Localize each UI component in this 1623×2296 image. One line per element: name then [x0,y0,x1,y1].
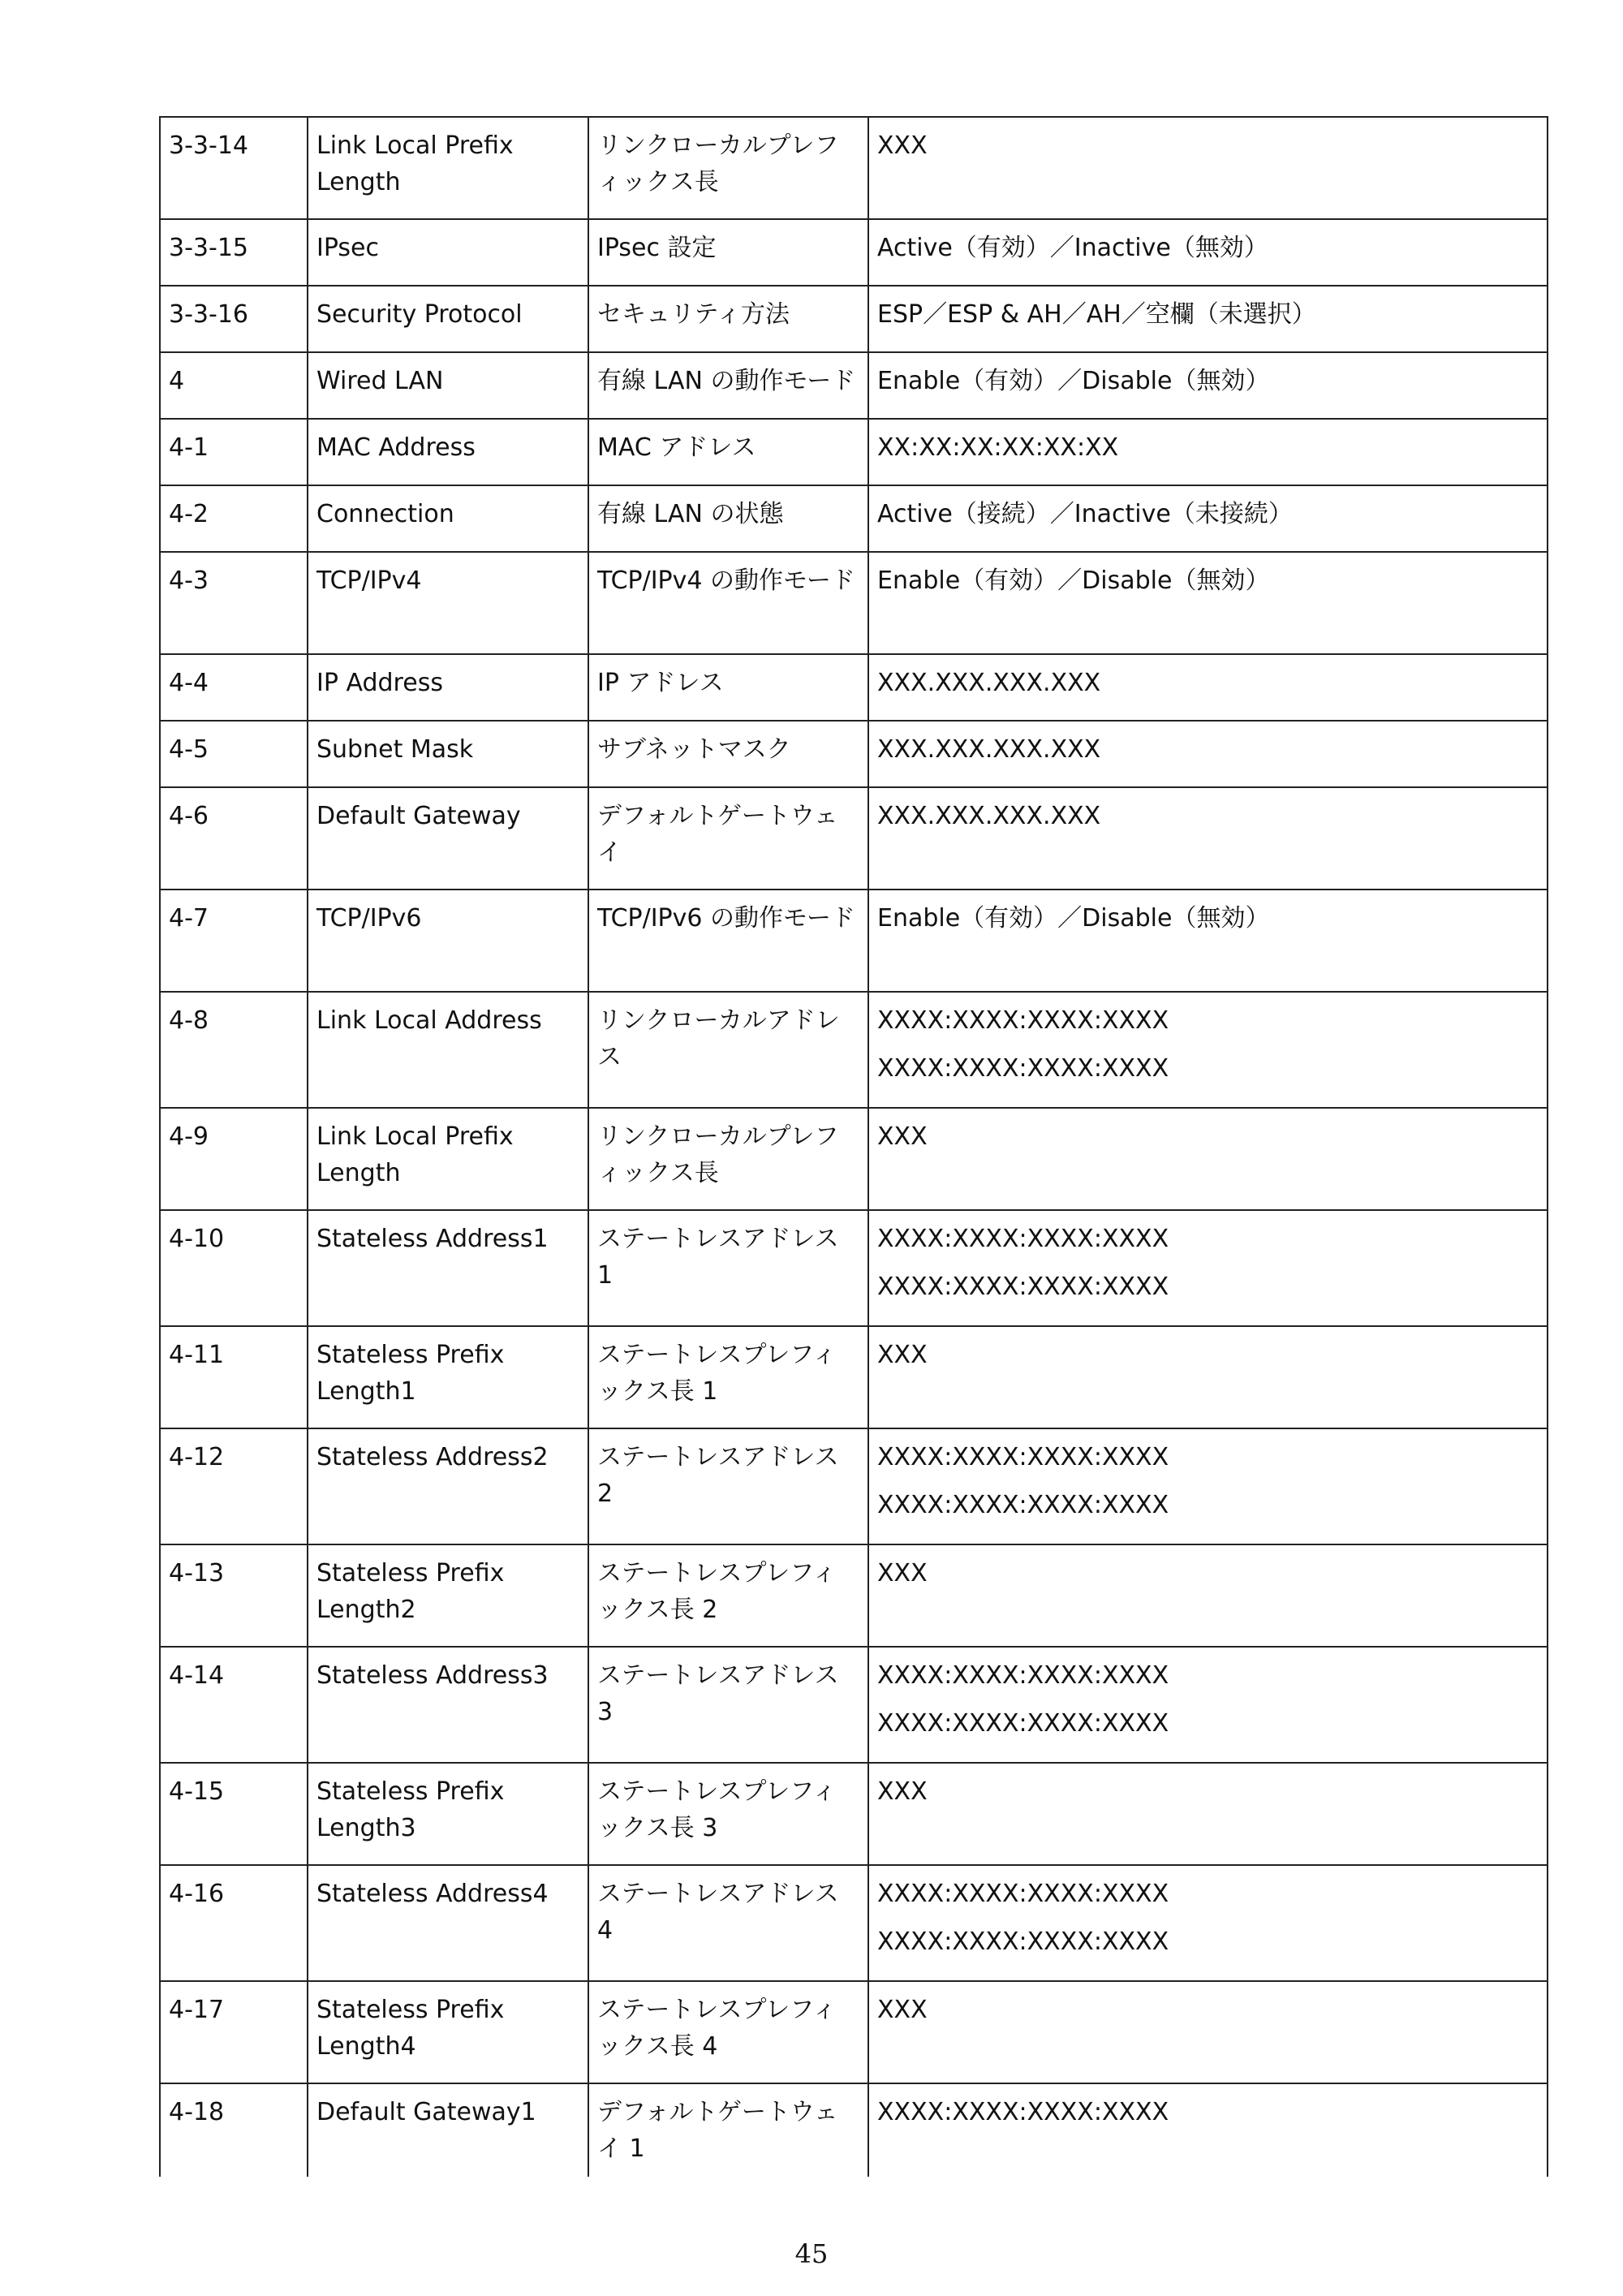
item-value-cell [868,286,1548,352]
item-value-cell [868,1981,1548,2083]
table-row [160,1865,1548,1981]
item-value: XXXX:XXXX:XXXX:XXXX [877,1661,1169,1690]
item-value: Enable（有効）／Disable（無効） [877,566,1270,595]
item-value: XXXX:XXXX:XXXX:XXXX [877,1006,1169,1035]
item-value: XXXX:XXXX:XXXX:XXXX [877,2098,1169,2126]
item-name-ja-cell: セキュリティ方法 [588,286,868,352]
item-number-cell: 4-8 [160,992,308,1108]
item-value: XXXX:XXXX:XXXX:XXXX [877,1225,1169,1253]
item-name-ja-cell: IP アドレス [588,654,868,721]
item-name-ja-cell: リンクローカルプレフィックス長 [588,1108,868,1210]
item-name-en-cell: MAC Address [308,419,588,485]
item-value: XXX [877,1122,928,1151]
item-value-cell [868,552,1548,654]
table-row [160,787,1548,890]
table-row [160,2083,1548,2177]
item-number-cell: 4-4 [160,654,308,721]
table-row [160,1210,1548,1326]
item-number-cell: 4-9 [160,1108,308,1210]
item-number-cell: 4 [160,352,308,419]
item-value: XXX [877,131,928,160]
table-row [160,1981,1548,2083]
item-number-cell: 4-18 [160,2083,308,2177]
item-value-cell [868,1647,1548,1763]
item-name-en-cell: IP Address [308,654,588,721]
table-row [160,1544,1548,1647]
item-name-en-cell: Default Gateway1 [308,2083,588,2177]
item-name-ja-cell: リンクローカルプレフィックス長 [588,117,868,219]
item-value: Enable（有効）／Disable（無効） [877,367,1270,395]
item-value-cell [868,352,1548,419]
item-value-cell [868,787,1548,890]
item-name-en-cell: Stateless Prefix Length2 [308,1544,588,1647]
item-number-cell: 4-16 [160,1865,308,1981]
table-row [160,654,1548,721]
item-value-cell [868,219,1548,286]
item-value-cell [868,1108,1548,1210]
item-value-cell [868,1326,1548,1428]
item-name-en-cell: Stateless Prefix Length1 [308,1326,588,1428]
table-row [160,992,1548,1108]
item-name-en-cell: Subnet Mask [308,721,588,787]
item-name-ja-cell: ステートレスアドレス 2 [588,1428,868,1544]
item-name-ja-cell: デフォルトゲートウェイ 1 [588,2083,868,2177]
item-name-ja-cell: デフォルトゲートウェイ [588,787,868,890]
item-name-en-cell: Connection [308,485,588,552]
item-value: XXX [877,1341,928,1369]
item-value: XXX [877,1996,928,2024]
item-number-cell: 4-15 [160,1763,308,1865]
settings-table [159,116,1548,2177]
item-value: ESP／ESP & AH／AH／空欄（未選択） [877,300,1316,329]
table-row [160,117,1548,219]
item-value-cell [868,1544,1548,1647]
item-value: XX:XX:XX:XX:XX:XX [877,433,1119,462]
item-name-en-cell: Stateless Prefix Length4 [308,1981,588,2083]
item-name-en-cell: Stateless Address3 [308,1647,588,1763]
item-number-cell: 4-7 [160,890,308,992]
item-number-cell: 4-12 [160,1428,308,1544]
item-number-cell: 4-17 [160,1981,308,2083]
item-name-en-cell: IPsec [308,219,588,286]
item-name-ja-cell: ステートレスプレフィックス長 1 [588,1326,868,1428]
item-value-cell [868,117,1548,219]
item-name-en-cell: Stateless Address2 [308,1428,588,1544]
item-value: XXXX:XXXX:XXXX:XXXX [877,1880,1169,1908]
item-number-cell: 3-3-14 [160,117,308,219]
item-name-ja-cell: リンクローカルアドレス [588,992,868,1108]
item-name-ja-cell: ステートレスプレフィックス長 3 [588,1763,868,1865]
item-value: XXX [877,1777,928,1806]
item-value: XXXX:XXXX:XXXX:XXXX [877,1054,1169,1083]
item-value: XXX.XXX.XXX.XXX [877,802,1101,830]
item-number-cell: 4-13 [160,1544,308,1647]
item-value: XXX.XXX.XXX.XXX [877,669,1101,697]
table-row [160,286,1548,352]
item-name-ja-cell: TCP/IPv6 の動作モード [588,890,868,992]
item-number-cell: 3-3-16 [160,286,308,352]
item-number-cell: 4-6 [160,787,308,890]
item-number-cell: 4-3 [160,552,308,654]
item-name-ja-cell: サブネットマスク [588,721,868,787]
item-value-cell [868,485,1548,552]
item-value: Active（接続）／Inactive（未接続） [877,500,1293,528]
item-value: XXX [877,1559,928,1587]
item-value: XXXX:XXXX:XXXX:XXXX [877,1273,1169,1301]
item-name-en-cell: Link Local Prefix Length [308,1108,588,1210]
item-value-cell [868,1763,1548,1865]
item-number-cell: 4-5 [160,721,308,787]
item-name-ja-cell: ステートレスアドレス 1 [588,1210,868,1326]
item-value-cell [868,1428,1548,1544]
item-number-cell: 4-11 [160,1326,308,1428]
item-value: Enable（有効）／Disable（無効） [877,904,1270,933]
item-number-cell: 4-1 [160,419,308,485]
item-value-cell [868,721,1548,787]
item-value-cell [868,992,1548,1108]
item-value: XXXX:XXXX:XXXX:XXXX [877,1709,1169,1738]
item-name-ja-cell: ステートレスプレフィックス長 2 [588,1544,868,1647]
table-row [160,219,1548,286]
table-row [160,1647,1548,1763]
item-number-cell: 4-2 [160,485,308,552]
item-value: XXX.XXX.XXX.XXX [877,735,1101,764]
item-value-cell [868,1865,1548,1981]
item-name-en-cell: Default Gateway [308,787,588,890]
item-name-en-cell: Link Local Address [308,992,588,1108]
item-value: Active（有効）／Inactive（無効） [877,234,1268,262]
table-row [160,485,1548,552]
item-name-en-cell: Stateless Address1 [308,1210,588,1326]
table-row [160,1108,1548,1210]
item-number-cell: 3-3-15 [160,219,308,286]
item-name-en-cell: TCP/IPv4 [308,552,588,654]
item-name-ja-cell: ステートレスアドレス 4 [588,1865,868,1981]
item-name-en-cell: Link Local Prefix Length [308,117,588,219]
table-row [160,1326,1548,1428]
item-name-ja-cell: TCP/IPv4 の動作モード [588,552,868,654]
item-name-ja-cell: ステートレスアドレス 3 [588,1647,868,1763]
item-value-cell [868,890,1548,992]
item-name-ja-cell: ステートレスプレフィックス長 4 [588,1981,868,2083]
item-name-ja-cell: 有線 LAN の動作モード [588,352,868,419]
item-number-cell: 4-10 [160,1210,308,1326]
item-name-ja-cell: IPsec 設定 [588,219,868,286]
item-name-ja-cell: 有線 LAN の状態 [588,485,868,552]
settings-table-body [160,117,1548,2177]
item-name-en-cell: Wired LAN [308,352,588,419]
table-row [160,352,1548,419]
item-value: XXXX:XXXX:XXXX:XXXX [877,1491,1169,1519]
item-number-cell: 4-14 [160,1647,308,1763]
item-value-cell [868,1210,1548,1326]
page-number: 45 [794,2238,829,2269]
item-name-en-cell: Stateless Address4 [308,1865,588,1981]
item-value-cell [868,654,1548,721]
item-value-cell [868,419,1548,485]
table-row [160,1428,1548,1544]
item-name-en-cell: TCP/IPv6 [308,890,588,992]
item-name-en-cell: Stateless Prefix Length3 [308,1763,588,1865]
item-value: XXXX:XXXX:XXXX:XXXX [877,1443,1169,1471]
table-row [160,552,1548,654]
item-value: XXXX:XXXX:XXXX:XXXX [877,1928,1169,1956]
item-value-cell [868,2083,1548,2177]
table-row [160,419,1548,485]
table-row [160,890,1548,992]
table-row [160,721,1548,787]
item-name-ja-cell: MAC アドレス [588,419,868,485]
item-name-en-cell: Security Protocol [308,286,588,352]
table-row [160,1763,1548,1865]
